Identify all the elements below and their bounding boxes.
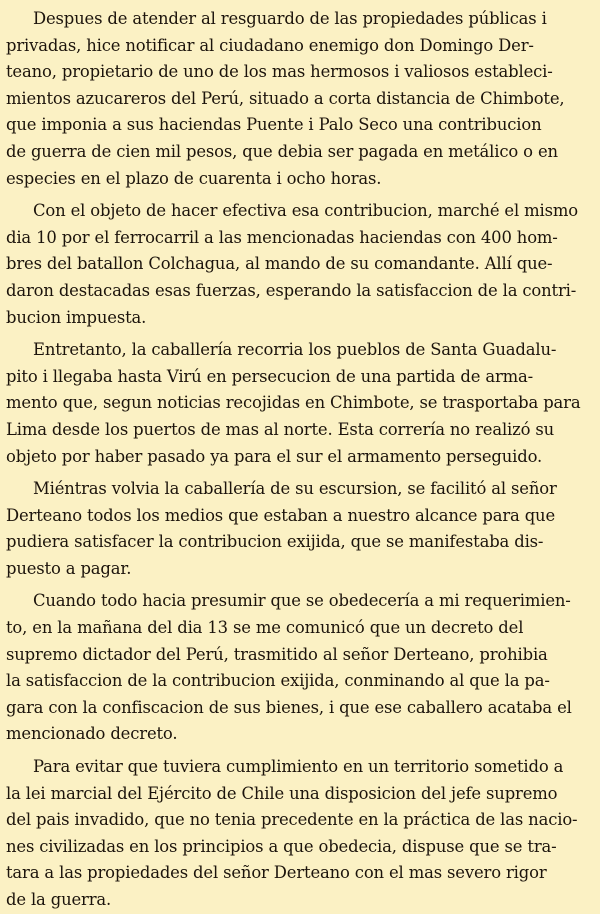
text-line: daron destacadas esas fuerzas, esperando la satisfaccion de la contri- — [6, 280, 577, 300]
text-line: especies en el plazo de cuarenta i ocho horas. — [6, 168, 382, 188]
text-line: Despues de atender al resguardo de las propiedades públicas i — [33, 9, 547, 28]
paragraph-3 — [6, 337, 594, 470]
text-line: Para evitar que tuviera cumplimiento en un territorio sometido a — [33, 757, 564, 777]
paragraph-4 — [6, 476, 594, 582]
text-line: que imponia a sus haciendas Puente i Palo Seco una contribucion — [6, 115, 542, 135]
text-line: mento que, segun noticias recojidas en Chimbote, se trasportaba para — [6, 393, 581, 413]
text-line: Derteano todos los medios que estaban a nuestro alcance para que — [6, 505, 556, 525]
text-line: la lei marcial del Ejército de Chile una disposicion del jefe supremo — [6, 783, 558, 803]
paragraph-5 — [6, 588, 594, 748]
text-line: dia 10 por el ferrocarril a las mencionadas haciendas con 400 hom- — [6, 227, 558, 247]
text-line: privadas, hice notificar al ciudadano enemigo don Domingo Der- — [6, 35, 534, 55]
text-line: objeto por haber pasado ya para el sur el armamento perseguido. — [6, 446, 543, 466]
text-line: puesto a pagar. — [6, 558, 132, 578]
text-line: del pais invadido, que no tenia precedente en la práctica de las nacio- — [6, 810, 578, 830]
text-line: bres del batallon Colchagua, al mando de su comandante. Allí que- — [6, 254, 553, 274]
text-line: Lima desde los puertos de mas al norte. Esta correría no realizó su — [6, 419, 555, 439]
text-line: la satisfaccion de la contribucion exijida, conminando al que la pa- — [6, 671, 550, 691]
text-line: pito i llegaba hasta Virú en persecucion de una partida de arma- — [6, 366, 534, 386]
paragraph-6 — [6, 754, 594, 914]
text-line: Miéntras volvia la caballería de su escursion, se facilitó al señor — [33, 479, 557, 499]
text-line: Entretanto, la caballería recorria los pueblos de Santa Guadalu- — [33, 340, 557, 360]
text-line: supremo dictador del Perú, trasmitido al señor Derteano, prohibia — [6, 644, 548, 664]
text-line: de la guerra. — [6, 890, 112, 909]
text-line: gara con la confiscacion de sus bienes, i que ese caballero acataba el — [6, 697, 572, 717]
paragraph-2 — [6, 198, 594, 331]
text-line: Con el objeto de hacer efectiva esa contribucion, marché el mismo — [33, 201, 578, 221]
text-line: Cuando todo hacia presumir que se obedecería a mi requerimien- — [33, 591, 571, 611]
text-line: de guerra de cien mil pesos, que debia ser pagada en metálico o en — [6, 141, 558, 161]
paragraph-1 — [6, 6, 594, 192]
text-line: mientos azucareros del Perú, situado a corta distancia de Chimbote, — [6, 88, 565, 108]
text-line: mencionado decreto. — [6, 724, 178, 744]
text-line: pudiera satisfacer la contribucion exijida, que se manifestaba dis- — [6, 532, 544, 552]
text-line: bucion impuesta. — [6, 307, 147, 327]
text-line: teano, propietario de uno de los mas hermosos i valiosos estableci- — [6, 62, 553, 82]
text-line: nes civilizadas en los principios a que obedecia, dispuse que se tra- — [6, 836, 557, 856]
text-line: tara a las propiedades del señor Derteano con el mas severo rigor — [6, 863, 547, 883]
text-line: to, en la mañana del dia 13 se me comunicó que un decreto del — [6, 618, 524, 638]
